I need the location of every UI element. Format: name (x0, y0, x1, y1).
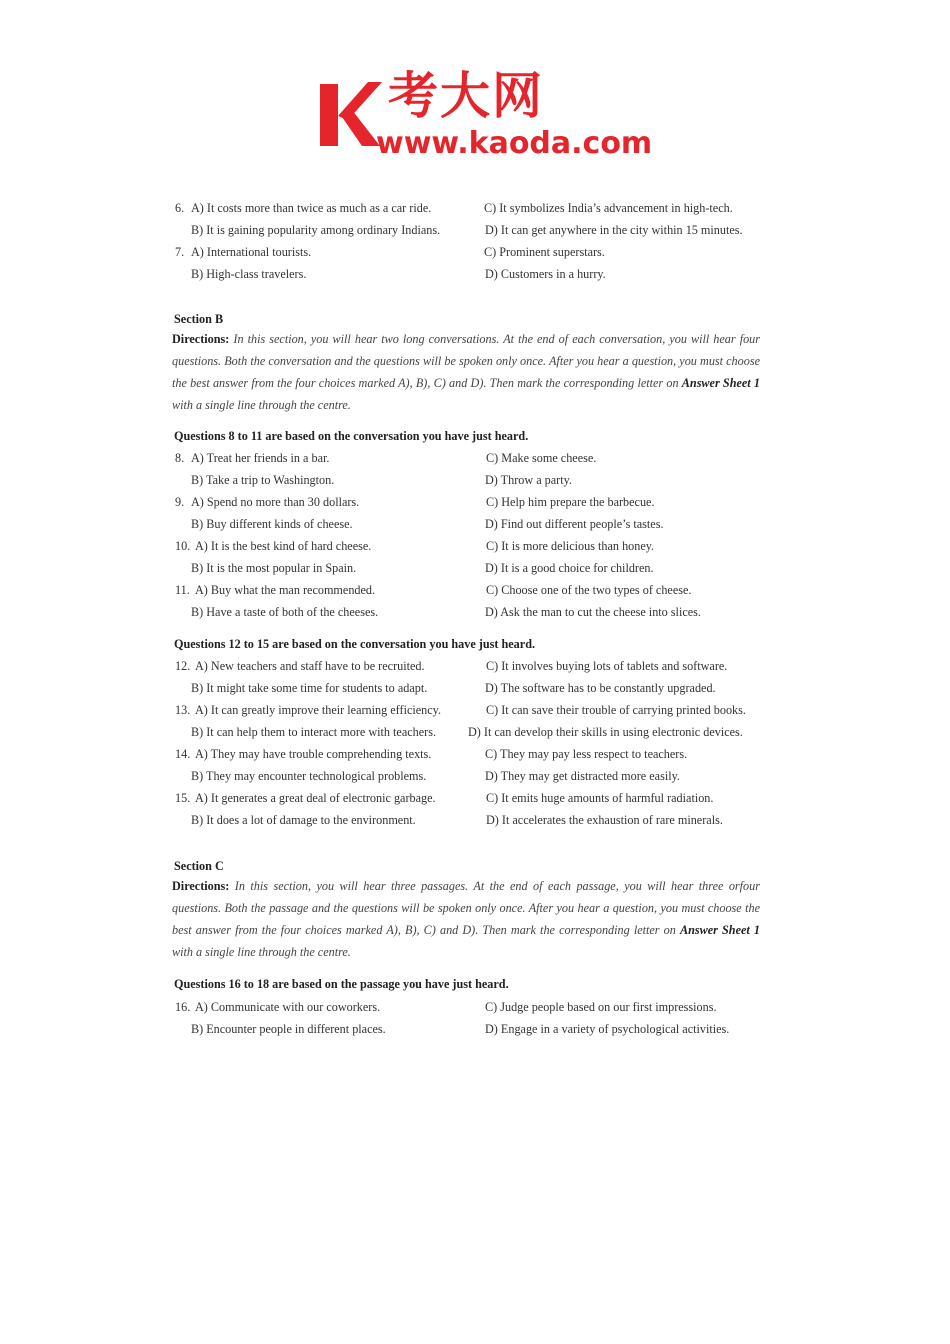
section-b-title: Section B (174, 312, 224, 326)
q15-option-c: C) It emits huge amounts of harmful radiation. (486, 791, 714, 805)
q13-option-d: D) It can develop their skills in using electronic devices. (468, 725, 743, 739)
q7-number: 7. (175, 245, 185, 259)
section-c-answer-sheet: Answer Sheet 1 (679, 923, 761, 937)
q12-number: 12. (175, 659, 191, 673)
q13-option-a: A) It can greatly improve their learning efficiency. (195, 703, 442, 717)
q7-option-c: C) Prominent superstars. (484, 245, 605, 259)
q14-option-c: C) They may pay less respect to teachers. (485, 747, 688, 761)
q9-option-c: C) Help him prepare the barbecue. (486, 495, 655, 509)
q14-number: 14. (175, 747, 191, 761)
q11-option-a: A) Buy what the man recommended. (195, 583, 376, 597)
k-logo-icon (318, 80, 382, 150)
q8-number: 8. (175, 451, 185, 465)
q9-option-b: B) Buy different kinds of cheese. (191, 517, 353, 531)
q9-option-a: A) Spend no more than 30 dollars. (191, 495, 360, 509)
section-b-directions-label: Directions: (172, 332, 230, 346)
q11-option-b: B) Have a taste of both of the cheeses. (191, 605, 379, 619)
section-b-directions-text: In this section, you will hear two long conversations. At the end of each conversation, you will hear four questions. Both the conversation and the questions will be spoken only once. After you hear a question, you must choose the best answer from the four choices marked A), B), C) and D). Then mark the corresponding letter on (172, 332, 761, 390)
section-c-directions-label: Directions: (172, 879, 230, 893)
kaoda-logo (318, 67, 653, 168)
q12-option-a: A) New teachers and staff have to be recruited. (195, 659, 425, 673)
group1-heading: Questions 8 to 11 are based on the conversation you have just heard. (174, 429, 529, 443)
q9-number: 9. (175, 495, 185, 509)
q10-option-b: B) It is the most popular in Spain. (191, 561, 357, 575)
group2-heading: Questions 12 to 15 are based on the conversation you have just heard. (174, 637, 536, 651)
section-c-directions-text: In this section, you will hear three passages. At the end of each passage, you will hear three orfour questions. Both the passage and the questions will be spoken only once. After you hear a question, you must choose the best answer from the four choices marked A), B), C) and D). Then mark the corresponding letter on (172, 879, 760, 937)
q11-number: 11. (175, 583, 190, 597)
q16-option-d: D) Engage in a variety of psychological activities. (485, 1022, 730, 1036)
q10-number: 10. (175, 539, 191, 553)
group3-heading: Questions 16 to 18 are based on the passage you have just heard. (174, 977, 509, 991)
q7-option-b: B) High-class travelers. (191, 267, 307, 281)
q6-option-b: B) It is gaining popularity among ordinary Indians. (191, 223, 441, 237)
section-b-directions-end: with a single line through the centre. (172, 398, 351, 412)
q16-option-b: B) Encounter people in different places. (191, 1022, 386, 1036)
q15-option-b: B) It does a lot of damage to the environment. (191, 813, 416, 827)
q16-option-a: A) Communicate with our coworkers. (195, 1000, 381, 1014)
q15-option-a: A) It generates a great deal of electronic garbage. (195, 791, 436, 805)
q15-number: 15. (175, 791, 191, 805)
q9-option-d: D) Find out different people’s tastes. (485, 517, 664, 531)
q12-option-c: C) It involves buying lots of tablets and software. (486, 659, 728, 673)
section-c-directions (172, 875, 760, 963)
q8-option-b: B) Take a trip to Washington. (191, 473, 335, 487)
q14-option-b: B) They may encounter technological problems. (191, 769, 427, 783)
q6-option-c: C) It symbolizes India’s advancement in high-tech. (484, 201, 733, 215)
q14-option-a: A) They may have trouble comprehending texts. (195, 747, 432, 761)
q7-option-d: D) Customers in a hurry. (485, 267, 606, 281)
section-c-directions-end: with a single line through the centre. (172, 945, 351, 959)
logo-chinese-name: 考大网 (388, 67, 544, 125)
q15-option-d: D) It accelerates the exhaustion of rare minerals. (486, 813, 723, 827)
q8-option-c: C) Make some cheese. (486, 451, 597, 465)
q6-number: 6. (175, 201, 185, 215)
q10-option-c: C) It is more delicious than honey. (486, 539, 655, 553)
section-b-answer-sheet: Answer Sheet 1 (681, 376, 760, 390)
q6-option-a: A) It costs more than twice as much as a car ride. (191, 201, 432, 215)
q13-option-c: C) It can save their trouble of carrying printed books. (486, 703, 746, 717)
q11-option-c: C) Choose one of the two types of cheese. (486, 583, 692, 597)
q12-option-d: D) The software has to be constantly upgraded. (485, 681, 716, 695)
logo-url: www.kaoda.com (376, 126, 653, 161)
section-b-directions (172, 328, 760, 416)
q8-option-d: D) Throw a party. (485, 473, 572, 487)
q16-option-c: C) Judge people based on our first impressions. (485, 1000, 717, 1014)
q11-option-d: D) Ask the man to cut the cheese into slices. (485, 605, 701, 619)
q13-option-b: B) It can help them to interact more with teachers. (191, 725, 437, 739)
q14-option-d: D) They may get distracted more easily. (485, 769, 680, 783)
q10-option-d: D) It is a good choice for children. (485, 561, 654, 575)
q7-option-a: A) International tourists. (191, 245, 312, 259)
q12-option-b: B) It might take some time for students to adapt. (191, 681, 428, 695)
q8-option-a: A) Treat her friends in a bar. (191, 451, 330, 465)
q10-option-a: A) It is the best kind of hard cheese. (195, 539, 372, 553)
section-c-title: Section C (174, 859, 224, 873)
q13-number: 13. (175, 703, 191, 717)
q16-number: 16. (175, 1000, 191, 1014)
q6-option-d: D) It can get anywhere in the city within 15 minutes. (485, 223, 743, 237)
